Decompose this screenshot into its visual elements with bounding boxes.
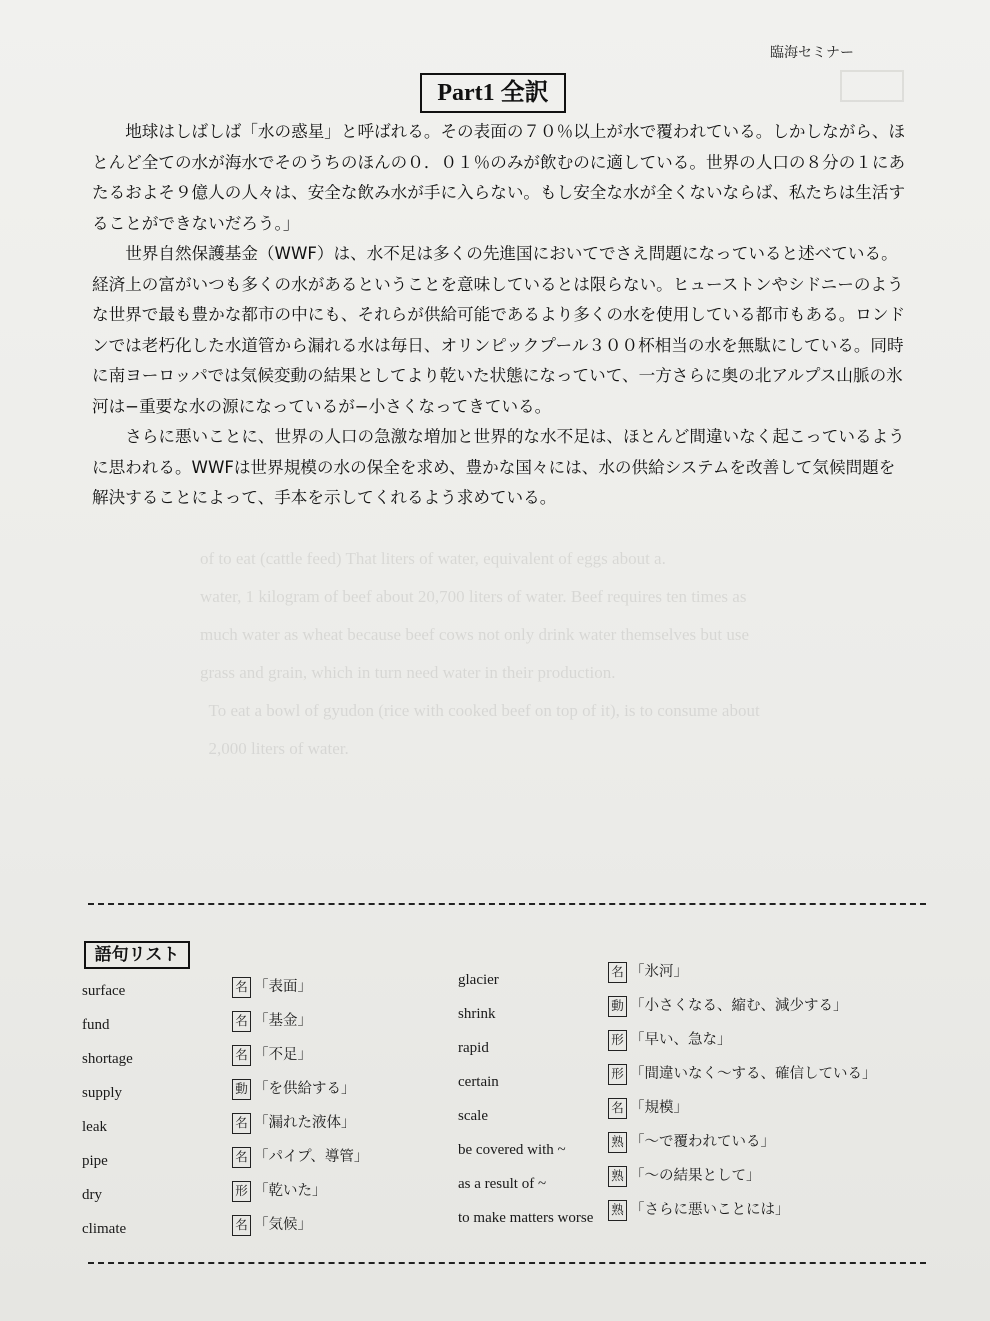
paragraph-3: さらに悪いことに、世界の人口の急激な増加と世界的な水不足は、ほとんど間違いなく起こっているように思われる。WWFは世界規模の水の保全を求め、豊かな国々には、水の供給システムを改善して気候問題を解決することによって、手本を示してくれるよう求めている。 — [92, 427, 905, 507]
vocab-gloss: 「を供給する」 — [254, 1081, 356, 1097]
vocab-entry — [232, 970, 368, 1004]
vocab-term: leak — [82, 1119, 107, 1135]
vocab-gloss: 「〜の結果として」 — [630, 1168, 761, 1184]
part-of-speech-badge: 動 — [232, 1079, 251, 1100]
vocab-entry — [608, 955, 877, 989]
part-of-speech-badge: 名 — [608, 1098, 627, 1119]
vocab-entry — [232, 1140, 368, 1174]
part-of-speech-badge: 形 — [608, 1064, 627, 1085]
vocab-left-english — [82, 974, 133, 1246]
vocab-term: shrink — [458, 1006, 496, 1022]
vocab-term: supply — [82, 1085, 123, 1101]
vocab-term: rapid — [458, 1040, 489, 1056]
vocab-term: pipe — [82, 1153, 108, 1169]
dashed-divider-bottom — [88, 1262, 926, 1264]
vocab-list-title: 語句リスト — [84, 941, 190, 969]
dashed-divider-top — [88, 903, 926, 905]
vocab-gloss: 「パイプ、導管」 — [254, 1149, 369, 1165]
part-of-speech-badge: 名 — [232, 1011, 251, 1032]
vocab-entry — [608, 1125, 877, 1159]
vocab-gloss: 「乾いた」 — [254, 1183, 327, 1199]
part-of-speech-badge: 名 — [232, 1045, 251, 1066]
vocab-gloss: 「間違いなく〜する、確信している」 — [630, 1066, 877, 1082]
vocab-gloss: 「表面」 — [254, 979, 312, 995]
vocab-entry — [232, 1106, 368, 1140]
vocab-term: scale — [458, 1108, 488, 1124]
vocab-term: shortage — [82, 1051, 133, 1067]
vocab-term: climate — [82, 1221, 127, 1237]
translation-body — [92, 117, 907, 514]
vocab-right-english — [458, 963, 593, 1235]
vocab-entry — [608, 1023, 877, 1057]
part-of-speech-badge: 熟 — [608, 1200, 627, 1221]
part-of-speech-badge: 名 — [232, 1147, 251, 1168]
part-of-speech-badge: 熟 — [608, 1132, 627, 1153]
vocab-gloss: 「基金」 — [254, 1013, 312, 1029]
part-of-speech-badge: 形 — [608, 1030, 627, 1051]
vocab-entry — [608, 1159, 877, 1193]
part-of-speech-badge: 名 — [232, 1113, 251, 1134]
part-of-speech-badge: 名 — [232, 977, 251, 998]
vocab-left-japanese — [232, 970, 368, 1242]
school-name: 臨海セミナー — [770, 45, 854, 61]
vocab-gloss: 「小さくなる、縮む、減少する」 — [630, 998, 848, 1014]
vocab-right-japanese — [608, 955, 877, 1227]
vocab-entry — [608, 989, 877, 1023]
vocab-entry — [608, 1057, 877, 1091]
vocab-term: as a result of ~ — [458, 1176, 547, 1192]
vocab-gloss: 「氷河」 — [630, 964, 688, 980]
vocab-gloss: 「早い、急な」 — [630, 1032, 732, 1048]
part-of-speech-badge: 熟 — [608, 1166, 627, 1187]
vocab-entry — [232, 1174, 368, 1208]
vocab-gloss: 「〜で覆われている」 — [630, 1134, 775, 1150]
page-title: Part1 全訳 — [420, 73, 566, 113]
vocab-term: certain — [458, 1074, 499, 1090]
part-of-speech-badge: 動 — [608, 996, 627, 1017]
vocab-gloss: 「漏れた液体」 — [254, 1115, 356, 1131]
vocab-term: dry — [82, 1187, 102, 1203]
vocab-gloss: 「不足」 — [254, 1047, 312, 1063]
vocab-term: to make matters worse — [458, 1210, 594, 1226]
vocab-entry — [232, 1072, 368, 1106]
vocab-entry — [232, 1208, 368, 1242]
part-of-speech-badge: 名 — [232, 1215, 251, 1236]
vocab-term: glacier — [458, 972, 499, 988]
vocab-gloss: 「規模」 — [630, 1100, 688, 1116]
paragraph-2: 世界自然保護基金（WWF）は、水不足は多くの先進国においてでさえ問題になっていると述べている。経済上の富がいつも多くの水があるということを意味しているとは限らない。ヒューストンやシドニーのような世界で最も豊かな都市の中にも、それらが供給可能であるより多くの水を使用している都市もある。ロンドンでは老朽化した水道管から漏れる水は毎日、オリンピックプール３００杯相当の水を無駄にしている。同時に南ヨーロッパでは気候変動の結果としてより乾いた状態になっていて、一方さらに奥の北アルプス山脈の氷河は−重要な水の源になっているが−小さくなってきている。 — [92, 244, 906, 416]
vocab-gloss: 「気候」 — [254, 1217, 312, 1233]
vocab-entry — [608, 1091, 877, 1125]
show-through-text: of to eat (cattle feed) That liters of water, equivalent of eggs about a. water, 1 kilogram of beef about 20,700 liters of water. Beef requires ten times as much water as wheat because beef cows not only drink water themselves but use grass and grain, which in turn need water in their production. To eat a bowl of gyudon (rice with cooked beef on top of it), is to consume about 2,000 liters of water. — [200, 549, 760, 758]
vocab-term: surface — [82, 983, 126, 999]
part-of-speech-badge: 名 — [608, 962, 627, 983]
paragraph-1: 地球はしばしば「水の惑星」と呼ばれる。その表面の７０％以上が水で覆われている。しかしながら、ほとんど全ての水が海水でそのうちのほんの０．０１％のみが飲むのに適している。世界の人口の８分の１にあたるおよそ９億人の人々は、安全な飲み水が手に入らない。もし安全な水が全くないならば、私たちは生活することができないだろう。」 — [92, 122, 906, 233]
vocab-entry — [232, 1038, 368, 1072]
show-through-part-tag — [840, 70, 904, 102]
vocab-gloss: 「さらに悪いことには」 — [630, 1202, 790, 1218]
vocab-entry — [608, 1193, 877, 1227]
vocab-term: be covered with ~ — [458, 1142, 566, 1158]
vocab-term: fund — [82, 1017, 110, 1033]
vocab-entry — [232, 1004, 368, 1038]
part-of-speech-badge: 形 — [232, 1181, 251, 1202]
